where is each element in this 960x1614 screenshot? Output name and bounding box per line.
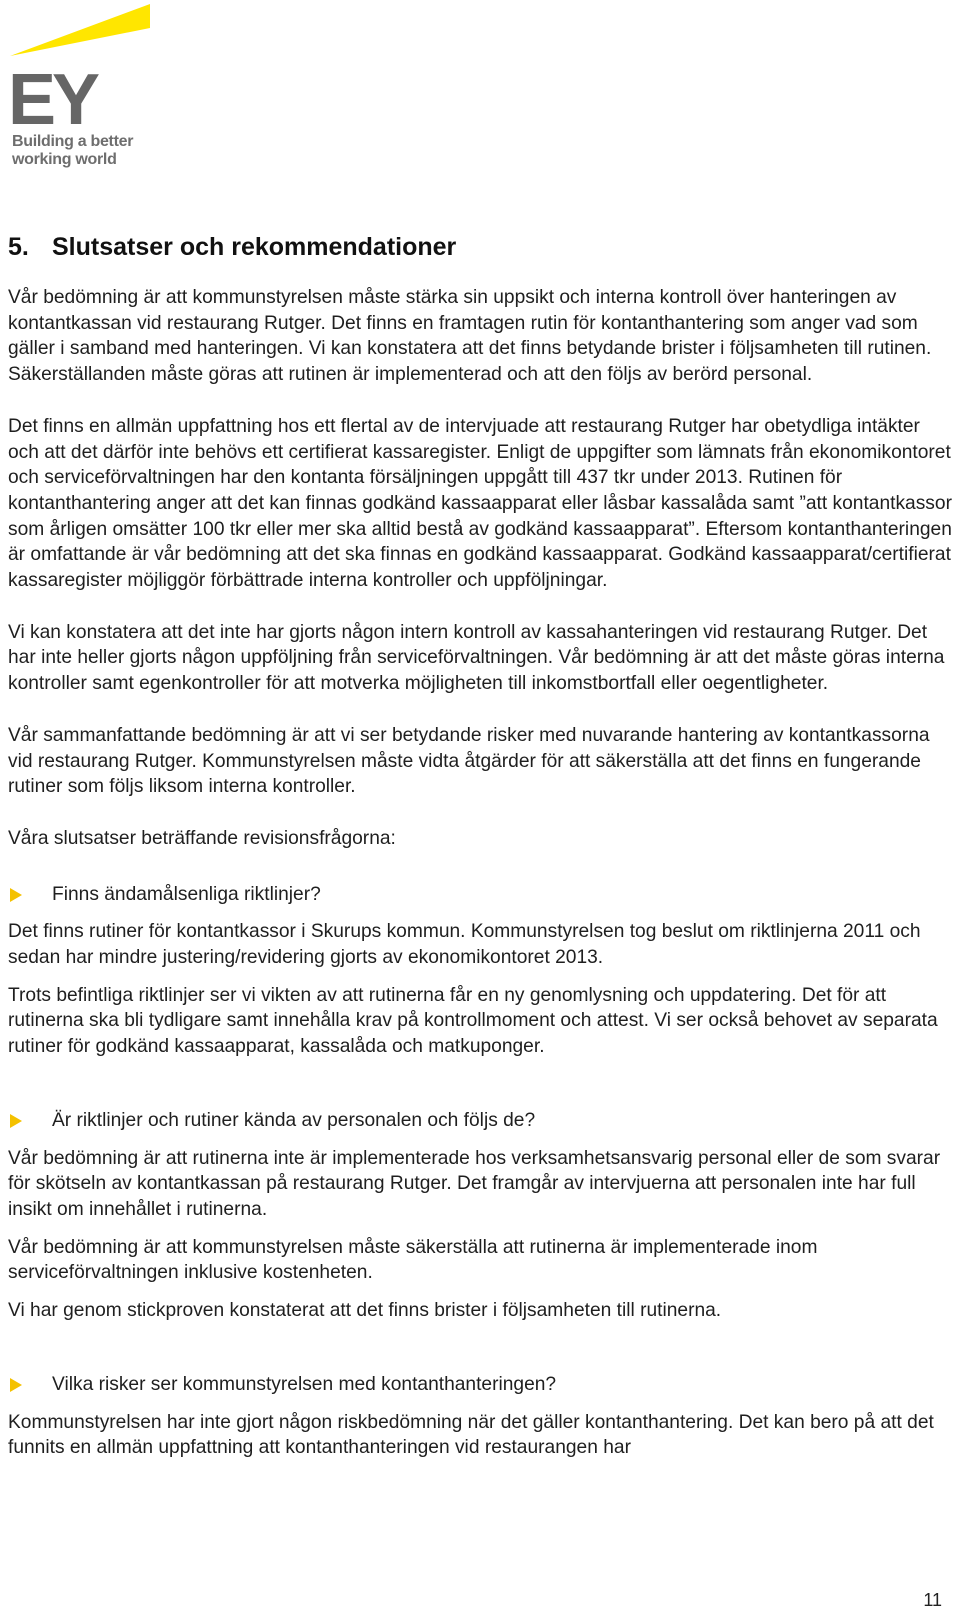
page-number: 11 [923, 1590, 942, 1610]
bullet-triangle-icon [10, 888, 22, 902]
answer-paragraph: Vi har genom stickproven konstaterat att det finns brister i följsamheten till rutinerna. [8, 1300, 722, 1322]
paragraph: Vår bedömning är att kommunstyrelsen måste stärka sin uppsikt och interna kontroll över hanteringen av kontantkassan vid restaurang Rutger. Det finns en framtagen rutin för kontanthantering som anger vad som gäller i samband med hanteringen. Vi kan konstatera att det finns betydande brister i följsamheten till rutinen. Säkerställanden måste göras att rutinen är implementerad och att den följs av berörd personal. [8, 287, 932, 386]
answer-paragraph: Det finns rutiner för kontantkassor i Skurups kommun. Kommunstyrelsen tog beslut om riktlinjerna 2011 och sedan har mindre justering/revidering gjorts av ekonomikontoret 2013. [8, 921, 921, 969]
ey-logo-mark [8, 4, 158, 132]
ey-logo [8, 4, 158, 174]
paragraph: Det finns en allmän uppfattning hos ett flertal av de intervjuade att restaurang Rutger har obetydliga intäkter och att det därför inte behövs ett certifierat kassaregister. Enligt de uppgifter som lämnats från ekonomikontoret och serviceförvaltningen har den kontanta försäljningen uppgått till 437 tkr under 2013. Rutinen för kontanthantering anger att det kan finnas godkänd kassaapparat eller låsbar kassalåda samt ”att kontantkassor som årligen omsätter 100 tkr eller mer ska alltid bestå av godkänd kassaapparat”. Eftersom kontanthanteringen är omfattande är vår bedömning att det ska finnas en godkänd kassaapparat. Godkänd kassaapparat/certifierat kassaregister möjliggör förbättrade interna kontroller och uppföljningar. [8, 415, 952, 592]
answer-paragraph: Kommunstyrelsen har inte gjort någon riskbedömning när det gäller kontanthantering. Det kan bero på att det funnits en allmän uppfattning att kontanthanteringen vid restaurangen har [8, 1411, 934, 1459]
paragraph: Vår sammanfattande bedömning är att vi ser betydande risker med nuvarande hantering av kontantkassorna vid restaurang Rutger. Kommunstyrelsen måste vidta åtgärder för att säkerställa att det finns en fungerande rutiner som följs liksom interna kontroller. [8, 724, 930, 798]
bullet-triangle-icon [10, 1114, 22, 1128]
body-content [8, 285, 953, 1461]
answer-paragraph: Vår bedömning är att rutinerna inte är implementerade hos verksamhetsansvarig personal eller de som svarar för skötseln av kontantkassan på restaurang Rutger. Det framgår av intervjuerna att personalen inte har full insikt om innehållet i rutinerna. [8, 1147, 941, 1220]
question-2 [8, 1108, 953, 1134]
section-heading [8, 233, 456, 262]
question-1 [8, 882, 953, 908]
logo-letters: EY [8, 60, 97, 132]
bullet-triangle-icon [10, 1378, 22, 1392]
question-text: Finns ändamålsenliga riktlinjer? [52, 883, 321, 905]
answer-paragraph: Trots befintliga riktlinjer ser vi vikten av att rutinerna får en ny genomlysning och uppdatering. Det för att rutinerna ska bli tydligare samt innehålla krav på kontrollmoment och attest. Vi ser också behovet av separata rutiner för godkänd kassaapparat, kassalåda och matkuponger. [8, 984, 938, 1058]
paragraph: Vi kan konstatera att det inte har gjorts någon intern kontroll av kassahanteringen vid restaurang Rutger. Det har inte heller gjorts någon uppföljning från serviceförvaltningen. Vår bedömning är att det måste göras interna kontroller samt egenkontroller för att motverka möjligheten till inkomstbortfall eller oegentligheter. [8, 621, 945, 695]
logo-accent-beam [10, 4, 150, 56]
paragraph: Våra slutsatser beträffande revisionsfrågorna: [8, 827, 396, 849]
section-title: Slutsatser och rekommendationer [52, 233, 457, 261]
logo-tagline: Building a better working world [12, 133, 134, 168]
question-3 [8, 1372, 953, 1398]
question-text: Är riktlinjer och rutiner kända av personalen och följs de? [52, 1109, 536, 1131]
answer-paragraph: Vår bedömning är att kommunstyrelsen måste säkerställa att rutinerna är implementerade inom serviceförvaltningen inklusive kostenheten. [8, 1236, 818, 1284]
question-text: Vilka risker ser kommunstyrelsen med kontanthanteringen? [52, 1373, 557, 1395]
section-number: 5. [8, 233, 29, 261]
